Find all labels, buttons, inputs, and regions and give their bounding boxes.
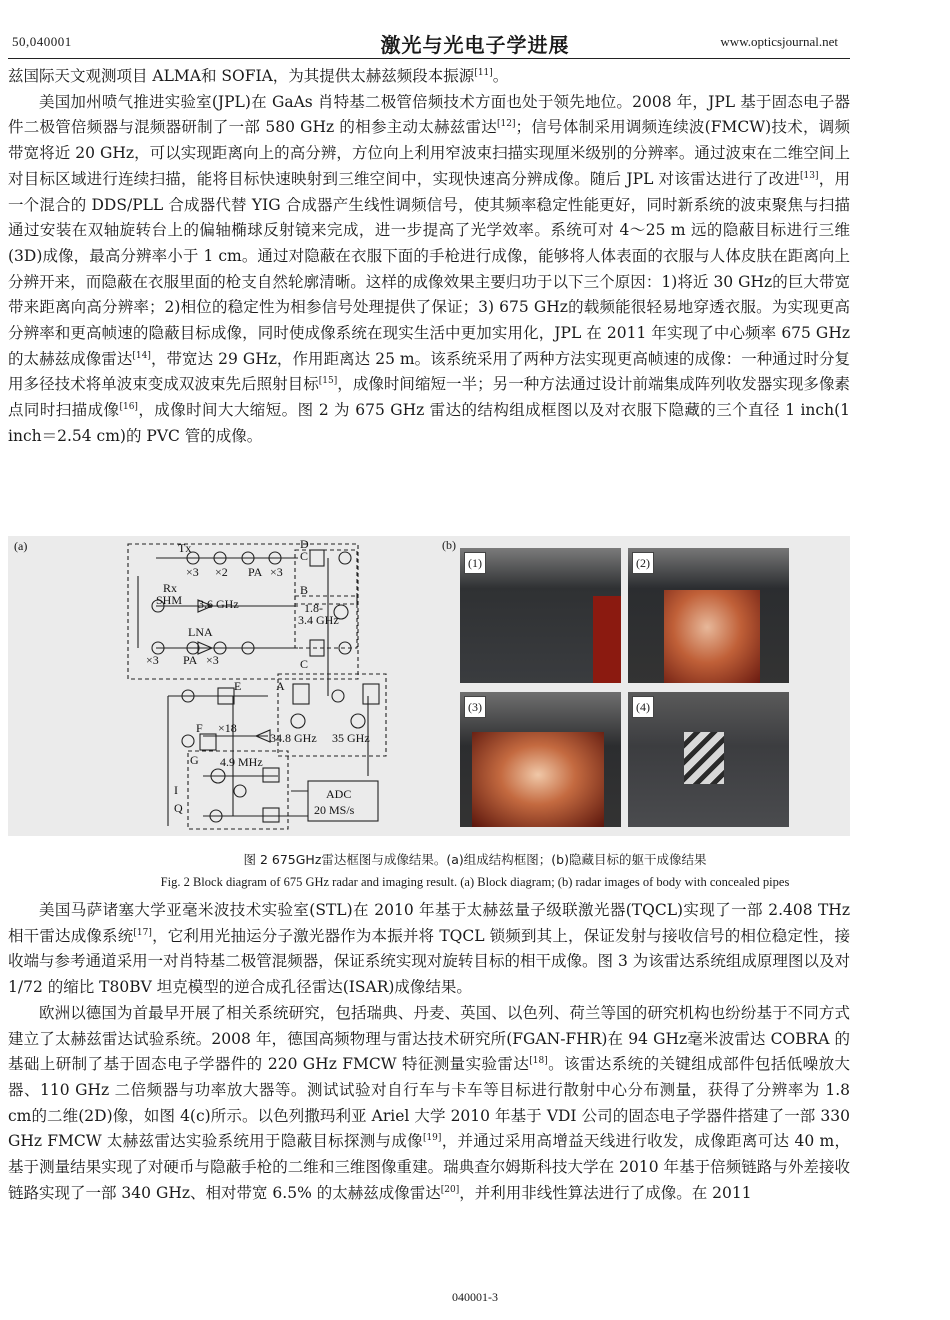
figure-caption-cn: 图 2 675GHz雷达框图与成像结果。(a)组成结构框图；(b)隐藏目标的躯干成像结果 — [243, 852, 707, 867]
diagram-label-adc: ADC — [326, 787, 352, 801]
radar-image-3 — [460, 692, 621, 827]
diagram-label-q: Q — [174, 801, 183, 815]
diagram-label-f: F — [196, 721, 203, 735]
diagram-label-shm: SHM — [156, 593, 183, 607]
diagram-label-i: I — [174, 783, 178, 797]
figure-2 — [8, 536, 850, 836]
citation: [15] — [318, 376, 338, 387]
page-number: 040001-3 — [452, 1290, 498, 1304]
diagram-label-x18: ×18 — [218, 721, 237, 735]
radar-image-label: (1) — [464, 552, 486, 574]
diagram-label-e: E — [234, 679, 242, 693]
radar-images-panel — [442, 536, 850, 836]
body-text-bottom — [8, 898, 850, 1206]
diagram-panel-label: (a) — [14, 539, 28, 553]
radar-heatmap-overlay — [472, 732, 604, 827]
diagram-label-x3-d: ×3 — [206, 653, 219, 667]
journal-website: www.opticsjournal.net — [720, 34, 838, 49]
citation: [11] — [474, 68, 493, 78]
paragraph-stl: 美国马萨诸塞大学亚毫米波技术实验室(STL)在 2010 年基于太赫兹量子级联激光器(TQCL)实现了一部 2.408 THz 相干雷达成像系统[17]，它利用光抽运分子激光器作为本振并将 TQCL 锁频到其上，保证发射与接收信号的相位稳定性，接收端与参考通道采用一对肖特基二极管混频器，保证系统实现对旋转目标的相干成像。图 3 为该雷达系统组成原理图以及对 1/72 的缩比 T80BV 坦克模型的逆合成孔径雷达(ISAR)成像结果。 — [8, 901, 850, 997]
image-colorbar-patch — [593, 596, 621, 683]
citation: [12] — [497, 119, 516, 130]
journal-issue-number: 50,040001 — [12, 34, 72, 49]
radar-image-label: (3) — [464, 696, 486, 718]
page-header — [0, 0, 950, 60]
diagram-label-rx: Rx — [163, 581, 178, 595]
paragraph-continuation: 兹国际天文观测项目 ALMA和 SOFIA，为其提供太赫兹频段本振源[11]。 — [8, 67, 509, 85]
figure-caption-en: Fig. 2 Block diagram of 675 GHz radar and imaging result. (a) Block diagram; (b) radar images of body with concealed pipes — [160, 875, 790, 889]
diagram-label-sample-rate: 20 MS/s — [314, 803, 355, 817]
diagram-label-b: B — [300, 583, 309, 597]
diagram-label-34-8ghz: 34.8 GHz — [270, 731, 317, 745]
diagram-label-g: G — [190, 753, 199, 767]
diagram-label-3-6ghz: 3.6 GHz — [198, 597, 239, 611]
citation: [18] — [529, 1056, 548, 1067]
diagram-label-a: A — [276, 679, 285, 693]
citation: [16] — [119, 402, 138, 413]
diagram-label-x2: ×2 — [215, 565, 228, 579]
diagram-label-x3-b: ×3 — [270, 565, 283, 579]
citation: [17] — [133, 927, 152, 938]
header-rule — [8, 58, 850, 59]
radar-image-2 — [628, 548, 789, 683]
paragraph-europe: 欧洲以德国为首最早开展了相关系统研究，包括瑞典、丹麦、英国、以色列、荷兰等国的研究机构也纷纷基于不同方式建立了太赫兹雷达试验系统。2008 年，德国高频物理与雷达技术研究所(FGAN-FHR)在 94 GHz毫米波雷达 COBRA 的基础上研制了基于固态电子学器件的 220 GHz FMCW 特征测量实验雷达[18]。该雷达系统的关键组成部件包括低噪放大器、110 GHz 二倍频器与功率放大器等。测试试验对自行车与卡车等目标进行散射中心分布测量，获得了分辨率为 1.8 cm的二维(2D)像，如图 4(c)所示。以色列撒玛利亚 Ariel 大学 2010 年基于 VDI 公司的固态电子学器件搭建了一部 330 GHz FMCW 太赫兹雷达实验系统用于隐蔽目标探测与成像[19]，并通过采用高增益天线进行收发，成像距离可达 40 m，基于测量结果实现了对硬币与隐蔽手枪的二维和三维图像重建。瑞典查尔姆斯科技大学在 2010 年基于倍频链路与外差接收链路实现了一部 340 GHz、相对带宽 6.5% 的太赫兹成像雷达[20]，并利用非线性算法进行了成像。在 2011 — [8, 1003, 850, 1202]
citation: [14] — [132, 350, 151, 361]
radar-image-label: (2) — [632, 552, 654, 574]
concealed-pipes — [684, 732, 724, 784]
paragraph-jpl: 美国加州喷气推进实验室(JPL)在 GaAs 肖特基二极管倍频技术方面也处于领先地位。2008 年，JPL 基于固态电子器件二极管倍频器与混频器研制了一部 580 GHz 的相参主动太赫兹雷达[12]；信号体制采用调频连续波(FMCW)技术，调频带宽将近 20 GHz，可以实现距离向上的高分辨，方位向上利用窄波束扫描实现厘米级别的分辨率。通过波束在二维空间上对目标区域进行连续扫描，能将目标快速映射到三维空间中，实现快速高分辨成像。随后 JPL 对该雷达进行了改进[13]，用一个混合的 DDS/PLL 合成器代替 YIG 合成器产生线性调频信号，使其频率稳定性能更好，同时新系统的波束聚焦与扫描通过安装在双轴旋转台上的偏轴椭球反射镜来完成，进一步提高了光学效率。系统可对 4～25 m 远的隐蔽目标进行三维(3D)成像，最高分辨率小于 1 cm。通过对隐蔽在衣服下面的手枪进行成像，能够将人体表面的衣服与人体皮肤在距离向上分辨开来，而隐蔽在衣服里面的枪支自然轮廓清晰。这样的成像效果主要归功于以下三个原因：1)将近 30 GHz的巨大带宽带来距离向高分辨率；2)相位的稳定性为相参信号处理提供了保证；3) 675 GHz的载频能很轻易地穿透衣服。为实现更高分辨率和更高帧速的隐蔽目标成像，同时使成像系统在现实生活中更加实用化，JPL 在 2011 年实现了中心频率 675 GHz 的太赫兹成像雷达[14]，带宽达 29 GHz，作用距离达 25 m。该系统采用了两种方法实现更高帧速的成像：一种通过时分复用多径技术将单波束变成双波束先后照射目标[15]，成像时间缩短一半；另一种方法通过设计前端集成阵列收发器实现多像素点同时扫描成像[16]，成像时间大大缩短。图 2 为 675 GHz 雷达的结构组成框图以及对衣服下隐藏的三个直径 1 inch(1 inch＝2.54 cm)的 PVC 管的成像。 — [8, 92, 851, 445]
block-diagram — [8, 536, 448, 836]
diagram-label-c-top: C — [300, 549, 309, 563]
radar-image-4 — [628, 692, 789, 827]
journal-title: 激光与光电子学进展 — [380, 33, 570, 57]
citation: [20] — [440, 1184, 460, 1195]
diagram-label-pa-rx: PA — [183, 653, 198, 667]
diagram-label-1-8: 1.8- — [304, 601, 323, 615]
diagram-label-lna: LNA — [188, 625, 213, 639]
diagram-label-pa-tx: PA — [248, 565, 263, 579]
citation: [13] — [800, 170, 819, 181]
diagram-label-4-9mhz: 4.9 MHz — [220, 755, 263, 769]
images-panel-label: (b) — [442, 538, 456, 552]
diagram-label-x3-a: ×3 — [186, 565, 199, 579]
diagram-label-x3-c: ×3 — [146, 653, 159, 667]
radar-image-label: (4) — [632, 696, 654, 718]
citation: [19] — [422, 1133, 442, 1144]
radar-image-1 — [460, 548, 621, 683]
diagram-label-d: D — [300, 537, 309, 551]
diagram-label-c-bottom: C — [300, 657, 309, 671]
diagram-label-35ghz: 35 GHz — [332, 731, 370, 745]
diagram-label-3-4ghz: 3.4 GHz — [298, 613, 339, 627]
body-text-top — [8, 64, 850, 450]
radar-heatmap-overlay — [664, 590, 760, 683]
diagram-label-tx: Tx — [178, 541, 192, 555]
